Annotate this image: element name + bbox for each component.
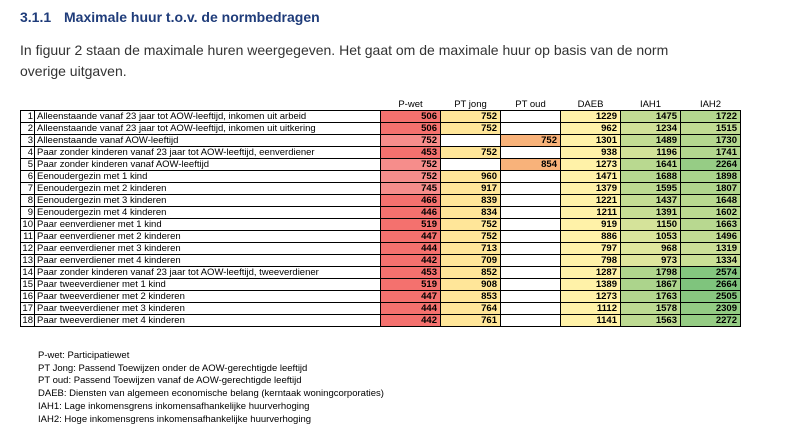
cell-ptoud [501, 243, 561, 255]
cell-ptjong: 908 [441, 279, 501, 291]
header-label [35, 98, 381, 111]
table-header-row [21, 98, 741, 111]
cell-n: 5 [21, 159, 35, 171]
cell-iah1: 1578 [621, 303, 681, 315]
cell-n: 18 [22, 314, 33, 326]
cell-ptjong [441, 159, 501, 171]
header-index [21, 98, 35, 111]
cell-daeb: 1301 [561, 135, 621, 147]
cell-pwet: 506 [381, 123, 441, 135]
table-row [21, 267, 741, 279]
table-row [21, 183, 741, 195]
table-row [21, 243, 741, 255]
abbreviation-legend [38, 350, 384, 426]
cell-n: 10 [22, 218, 33, 230]
cell-iah1: 1053 [621, 231, 681, 243]
cell-iah2: 1663 [681, 219, 741, 231]
cell-ptjong: 834 [441, 207, 501, 219]
cell-iah2: 1722 [681, 111, 741, 123]
cell-iah1: 1641 [621, 159, 681, 171]
cell-ptoud [501, 255, 561, 267]
cell-daeb: 1287 [561, 267, 621, 279]
cell-iah1: 968 [621, 243, 681, 255]
cell-iah1: 1563 [621, 315, 681, 327]
max-rent-table [20, 98, 741, 327]
table-row [21, 135, 741, 147]
cell-n: 12 [22, 242, 33, 254]
cell-iah2: 2272 [681, 315, 741, 327]
cell-ptoud [501, 147, 561, 159]
header-ptoud: PT oud [515, 99, 546, 110]
cell-iah2: 1648 [681, 195, 741, 207]
cell-iah1: 1763 [621, 291, 681, 303]
cell-pwet: 752 [381, 159, 441, 171]
cell-label: Paar tweeverdiener met 4 kinderen [35, 315, 381, 327]
cell-ptjong: 752 [441, 219, 501, 231]
cell-iah2: 2309 [681, 303, 741, 315]
cell-daeb: 1229 [561, 111, 621, 123]
cell-ptjong: 852 [441, 267, 501, 279]
cell-n: 8 [21, 195, 35, 207]
section-number: 3.1.1 [20, 9, 52, 25]
cell-label: Paar zonder kinderen vanaf 23 jaar tot AOW-leeftijd, eenverdiener [35, 147, 381, 159]
cell-label: Alleenstaande vanaf 23 jaar tot AOW-leeftijd, inkomen uit arbeid [35, 111, 381, 123]
cell-pwet: 519 [381, 219, 441, 231]
cell-ptoud [501, 303, 561, 315]
cell-daeb: 1221 [561, 195, 621, 207]
table-row [21, 159, 741, 171]
cell-daeb: 1141 [561, 315, 621, 327]
cell-label: Paar zonder kinderen vanaf AOW-leeftijd [35, 159, 381, 171]
cell-pwet: 444 [381, 243, 441, 255]
cell-n: 17 [22, 302, 33, 314]
cell-iah2: 1602 [681, 207, 741, 219]
table-row [21, 147, 741, 159]
cell-pwet: 442 [381, 255, 441, 267]
cell-n: 7 [21, 183, 35, 195]
cell-daeb: 1389 [561, 279, 621, 291]
table-row [21, 123, 741, 135]
cell-iah2: 1515 [681, 123, 741, 135]
legend-item: IAH1: Lage inkomensgrens inkomensafhankelijke huurverhoging [38, 400, 310, 412]
cell-pwet: 466 [381, 195, 441, 207]
table-row [21, 291, 741, 303]
cell-daeb: 1211 [561, 207, 621, 219]
cell-daeb: 962 [561, 123, 621, 135]
cell-n: 4 [21, 147, 35, 159]
header-ptjong: PT jong [454, 99, 487, 110]
table-row [21, 315, 741, 327]
cell-daeb: 1379 [561, 183, 621, 195]
cell-ptjong [441, 135, 501, 147]
cell-ptjong: 752 [441, 231, 501, 243]
cell-iah2: 1496 [681, 231, 741, 243]
cell-label: Paar tweeverdiener met 3 kinderen [35, 303, 381, 315]
cell-label: Alleenstaande vanaf 23 jaar tot AOW-leeftijd, inkomen uit uitkering [35, 123, 381, 135]
cell-pwet: 442 [381, 315, 441, 327]
cell-label: Paar tweeverdiener met 2 kinderen [35, 291, 381, 303]
cell-label: Eenoudergezin met 1 kind [35, 171, 381, 183]
cell-ptjong: 752 [441, 123, 501, 135]
cell-ptoud [501, 315, 561, 327]
cell-label: Eenoudergezin met 3 kinderen [35, 195, 381, 207]
cell-pwet: 752 [381, 171, 441, 183]
cell-daeb: 886 [561, 231, 621, 243]
cell-daeb: 1112 [561, 303, 621, 315]
cell-iah1: 1196 [621, 147, 681, 159]
cell-ptjong: 761 [441, 315, 501, 327]
cell-ptjong: 839 [441, 195, 501, 207]
cell-ptoud [501, 291, 561, 303]
cell-iah1: 1234 [621, 123, 681, 135]
cell-daeb: 798 [561, 255, 621, 267]
cell-label: Alleenstaande vanaf AOW-leeftijd [35, 135, 381, 147]
header-daeb: DAEB [577, 99, 604, 110]
header-pwet: P-wet [398, 99, 423, 110]
cell-iah2: 1741 [681, 147, 741, 159]
cell-iah1: 1475 [621, 111, 681, 123]
cell-ptoud [501, 267, 561, 279]
cell-label: Paar eenverdiener met 4 kinderen [35, 255, 381, 267]
table-row [21, 279, 741, 291]
section-title: Maximale huur t.o.v. de normbedragen [64, 9, 320, 25]
cell-pwet: 447 [381, 231, 441, 243]
cell-pwet: 506 [381, 111, 441, 123]
table-row [21, 231, 741, 243]
cell-iah2: 1898 [681, 171, 741, 183]
legend-item: PT oud: Passend Toewijzen vanaf de AOW-gerechtigde leeftijd [38, 375, 302, 387]
cell-pwet: 444 [381, 303, 441, 315]
table-row [21, 111, 741, 123]
cell-n: 3 [21, 135, 35, 147]
cell-ptjong: 853 [441, 291, 501, 303]
cell-ptoud [501, 171, 561, 183]
cell-iah2: 2664 [681, 279, 741, 291]
cell-daeb: 797 [561, 243, 621, 255]
cell-label: Paar tweeverdiener met 1 kind [35, 279, 381, 291]
cell-iah1: 1798 [621, 267, 681, 279]
table-row [21, 255, 741, 267]
cell-ptoud [501, 231, 561, 243]
table-row [21, 171, 741, 183]
cell-label: Paar eenverdiener met 2 kinderen [35, 231, 381, 243]
legend-item: DAEB: Diensten van algemeen economische belang (kerntaak woningcorporaties) [38, 388, 384, 400]
cell-n: 2 [21, 123, 35, 135]
cell-pwet: 519 [381, 279, 441, 291]
cell-ptjong: 764 [441, 303, 501, 315]
cell-iah1: 1489 [621, 135, 681, 147]
legend-item: P-wet: Participatiewet [38, 350, 130, 361]
cell-ptoud: 752 [501, 135, 561, 147]
cell-label: Paar eenverdiener met 1 kind [35, 219, 381, 231]
cell-iah1: 973 [621, 255, 681, 267]
cell-n: 16 [22, 290, 33, 302]
cell-iah1: 1437 [621, 195, 681, 207]
cell-ptoud [501, 195, 561, 207]
table-row [21, 207, 741, 219]
cell-pwet: 453 [381, 267, 441, 279]
cell-daeb: 919 [561, 219, 621, 231]
cell-pwet: 752 [381, 135, 441, 147]
cell-label: Paar zonder kinderen vanaf 23 jaar tot AOW-leeftijd, tweeverdiener [35, 267, 381, 279]
cell-n: 13 [22, 254, 33, 266]
cell-label: Eenoudergezin met 4 kinderen [35, 207, 381, 219]
cell-daeb: 938 [561, 147, 621, 159]
cell-iah2: 2574 [681, 267, 741, 279]
cell-pwet: 446 [381, 207, 441, 219]
cell-pwet: 745 [381, 183, 441, 195]
cell-n: 14 [22, 266, 33, 278]
cell-n: 11 [21, 231, 35, 243]
cell-ptjong: 709 [441, 255, 501, 267]
cell-iah1: 1595 [621, 183, 681, 195]
cell-daeb: 1273 [561, 291, 621, 303]
cell-ptjong: 917 [441, 183, 501, 195]
cell-ptoud [501, 111, 561, 123]
intro-paragraph: In figuur 2 staan de maximale huren weergegeven. Het gaat om de maximale huur op basis van de norm overige uitgaven. [20, 42, 669, 79]
cell-iah1: 1688 [621, 171, 681, 183]
legend-item: IAH2: Hoge inkomensgrens inkomensafhankelijke huurverhoging [38, 413, 312, 425]
cell-ptjong: 752 [441, 147, 501, 159]
cell-daeb: 1471 [561, 171, 621, 183]
cell-n: 9 [21, 207, 35, 219]
cell-iah1: 1867 [621, 279, 681, 291]
section-heading [20, 9, 320, 25]
header-iah2: IAH2 [699, 99, 722, 110]
cell-label: Eenoudergezin met 2 kinderen [35, 183, 381, 195]
cell-ptoud [501, 279, 561, 291]
cell-pwet: 453 [381, 147, 441, 159]
cell-iah2: 1319 [681, 243, 741, 255]
cell-ptjong: 752 [441, 111, 501, 123]
cell-iah2: 1334 [681, 255, 741, 267]
cell-ptjong: 713 [441, 243, 501, 255]
legend-item: PT Jong: Passend Toewijzen onder de AOW-gerechtigde leeftijd [38, 362, 308, 374]
cell-ptjong: 960 [441, 171, 501, 183]
header-iah1: IAH1 [639, 99, 662, 110]
cell-iah2: 2505 [681, 291, 741, 303]
cell-iah2: 1730 [681, 135, 741, 147]
table-body [21, 111, 741, 327]
table-row [21, 195, 741, 207]
cell-ptoud: 854 [501, 159, 561, 171]
cell-label: Paar eenverdiener met 3 kinderen [35, 243, 381, 255]
cell-ptoud [501, 183, 561, 195]
cell-daeb: 1273 [561, 159, 621, 171]
cell-n: 1 [21, 111, 35, 123]
table-row [21, 219, 741, 231]
cell-n: 6 [21, 171, 35, 183]
cell-ptoud [501, 207, 561, 219]
cell-ptoud [501, 123, 561, 135]
cell-iah1: 1391 [621, 207, 681, 219]
cell-pwet: 447 [381, 291, 441, 303]
cell-n: 15 [22, 278, 33, 290]
table-row [21, 303, 741, 315]
cell-iah2: 1807 [681, 183, 741, 195]
cell-iah1: 1150 [621, 219, 681, 231]
cell-ptoud [501, 219, 561, 231]
cell-iah2: 2264 [681, 159, 741, 171]
